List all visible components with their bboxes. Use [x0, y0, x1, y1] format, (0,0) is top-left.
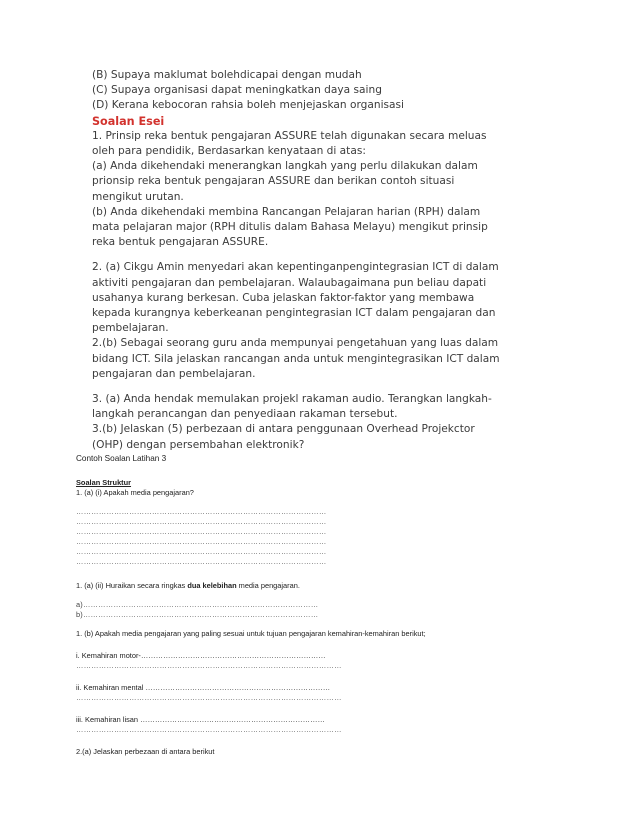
q1-line: oleh para pendidik, Berdasarkan kenyataan di atas: [92, 145, 366, 158]
item-ii-mental: ii. Kemahiran mental ………………………………………………………………… [76, 683, 331, 692]
option-b: (B) Supaya maklumat bolehdicapai dengan mudah [92, 69, 362, 81]
q2-line: bidang ICT. Sila jelaskan rancangan anda untuk mengintegrasikan ICT dalam [92, 352, 500, 365]
question-1aii-text-end: media pengajaran. [236, 581, 300, 590]
scanned-question-block [92, 68, 512, 453]
q1-line: 1. Prinsip reka bentuk pengajaran ASSURE telah digunakan secara meluas [92, 129, 487, 142]
answer-dotline: …………………………………………………………………………………………… [76, 661, 342, 670]
option-c: (C) Supaya organisasi dapat meningkatkan daya saing [92, 84, 382, 97]
item-i-motor: i. Kemahiran motor-………………………………………………………………… [76, 651, 326, 660]
question-2a: 2.(a) Jelaskan perbezaan di antara berikut [76, 747, 215, 756]
answer-dotline: ……………………………………………………………………………………… [76, 527, 327, 536]
answer-dotline: ……………………………………………………………………………………… [76, 557, 327, 566]
q1-line: prionsip reka bentuk pengajaran ASSURE dan berikan contoh situasi [92, 175, 455, 188]
answer-dotline: ……………………………………………………………………………………… [76, 517, 327, 526]
answer-dotline: …………………………………………………………………………………………… [76, 693, 342, 702]
option-d: (D) Kerana kebocoran rahsia boleh menjejaskan organisasi [92, 99, 404, 112]
question-1ai: 1. (a) (i) Apakah media pengajaran? [76, 488, 194, 497]
q2-line: pengajaran dan pembelajaran. [92, 367, 256, 380]
question-1aii-text: 1. (a) (ii) Huraikan secara ringkas [76, 581, 188, 590]
q2-line: pembelajaran. [92, 322, 169, 335]
answer-dotline: …………………………………………………………………………………………… [76, 725, 342, 734]
answer-dotline: ……………………………………………………………………………………… [76, 537, 327, 546]
q1-line: reka bentuk pengajaran ASSURE. [92, 236, 269, 249]
question-1aii-emphasis: dua kelebihan [187, 581, 237, 590]
answer-b: b)………………………………………………………………………………… [76, 610, 319, 619]
section-heading: Soalan Struktur [76, 478, 132, 487]
item-iii-lisan: iii. Kemahiran lisan ………………………………………………………………… [76, 715, 325, 724]
answer-dotline: ……………………………………………………………………………………… [76, 547, 327, 556]
question-1aii [76, 581, 596, 591]
q2-line: kepada kurangnya keberkeanan pengintegrasian ICT dalam pengajaran dan [92, 307, 496, 320]
q1-line: (b) Anda dikehendaki membina Rancangan Pelajaran harian (RPH) dalam [92, 205, 481, 218]
q1-line: mata pelajaran major (RPH ditulis dalam Bahasa Melayu) mengikut prinsip [92, 221, 488, 234]
answer-a: a)………………………………………………………………………………… [76, 600, 319, 609]
q1-line: (a) Anda dikehendaki menerangkan langkah yang perlu dilakukan dalam [92, 160, 478, 173]
q2-line: usahanya kurang berkesan. Cuba jelaskan faktor-faktor yang membawa [92, 291, 475, 304]
answer-dotline: ……………………………………………………………………………………… [76, 507, 327, 516]
essay-heading: Soalan Esei [92, 114, 165, 128]
question-1b: 1. (b) Apakah media pengajaran yang paling sesuai untuk tujuan pengajaran kemahiran-kemahiran berikut; [76, 629, 426, 638]
q2-line: 2.(b) Sebagai seorang guru anda mempunyai pengetahuan yang luas dalam [92, 337, 499, 350]
q2-line: aktiviti pengajaran dan pembelajaran. Walaubagaimana pun beliau dapati [92, 276, 487, 289]
q3-line: 3. (a) Anda hendak memulakan projekl rakaman audio. Terangkan langkah- [92, 393, 492, 406]
q2-line: 2. (a) Cikgu Amin menyedari akan kepentinganpengintegrasian ICT di dalam [92, 261, 499, 274]
page-title: Contoh Soalan Latihan 3 [76, 454, 167, 463]
q1-line: mengikut urutan. [92, 190, 184, 203]
exercise-document [76, 454, 596, 757]
q3-line: langkah perancangan dan penyediaan rakaman tersebut. [92, 408, 398, 421]
q3-line: (OHP) dengan persembahan elektronik? [92, 438, 305, 451]
q3-line: 3.(b) Jelaskan (5) perbezaan di antara penggunaan Overhead Projekctor [92, 423, 475, 436]
